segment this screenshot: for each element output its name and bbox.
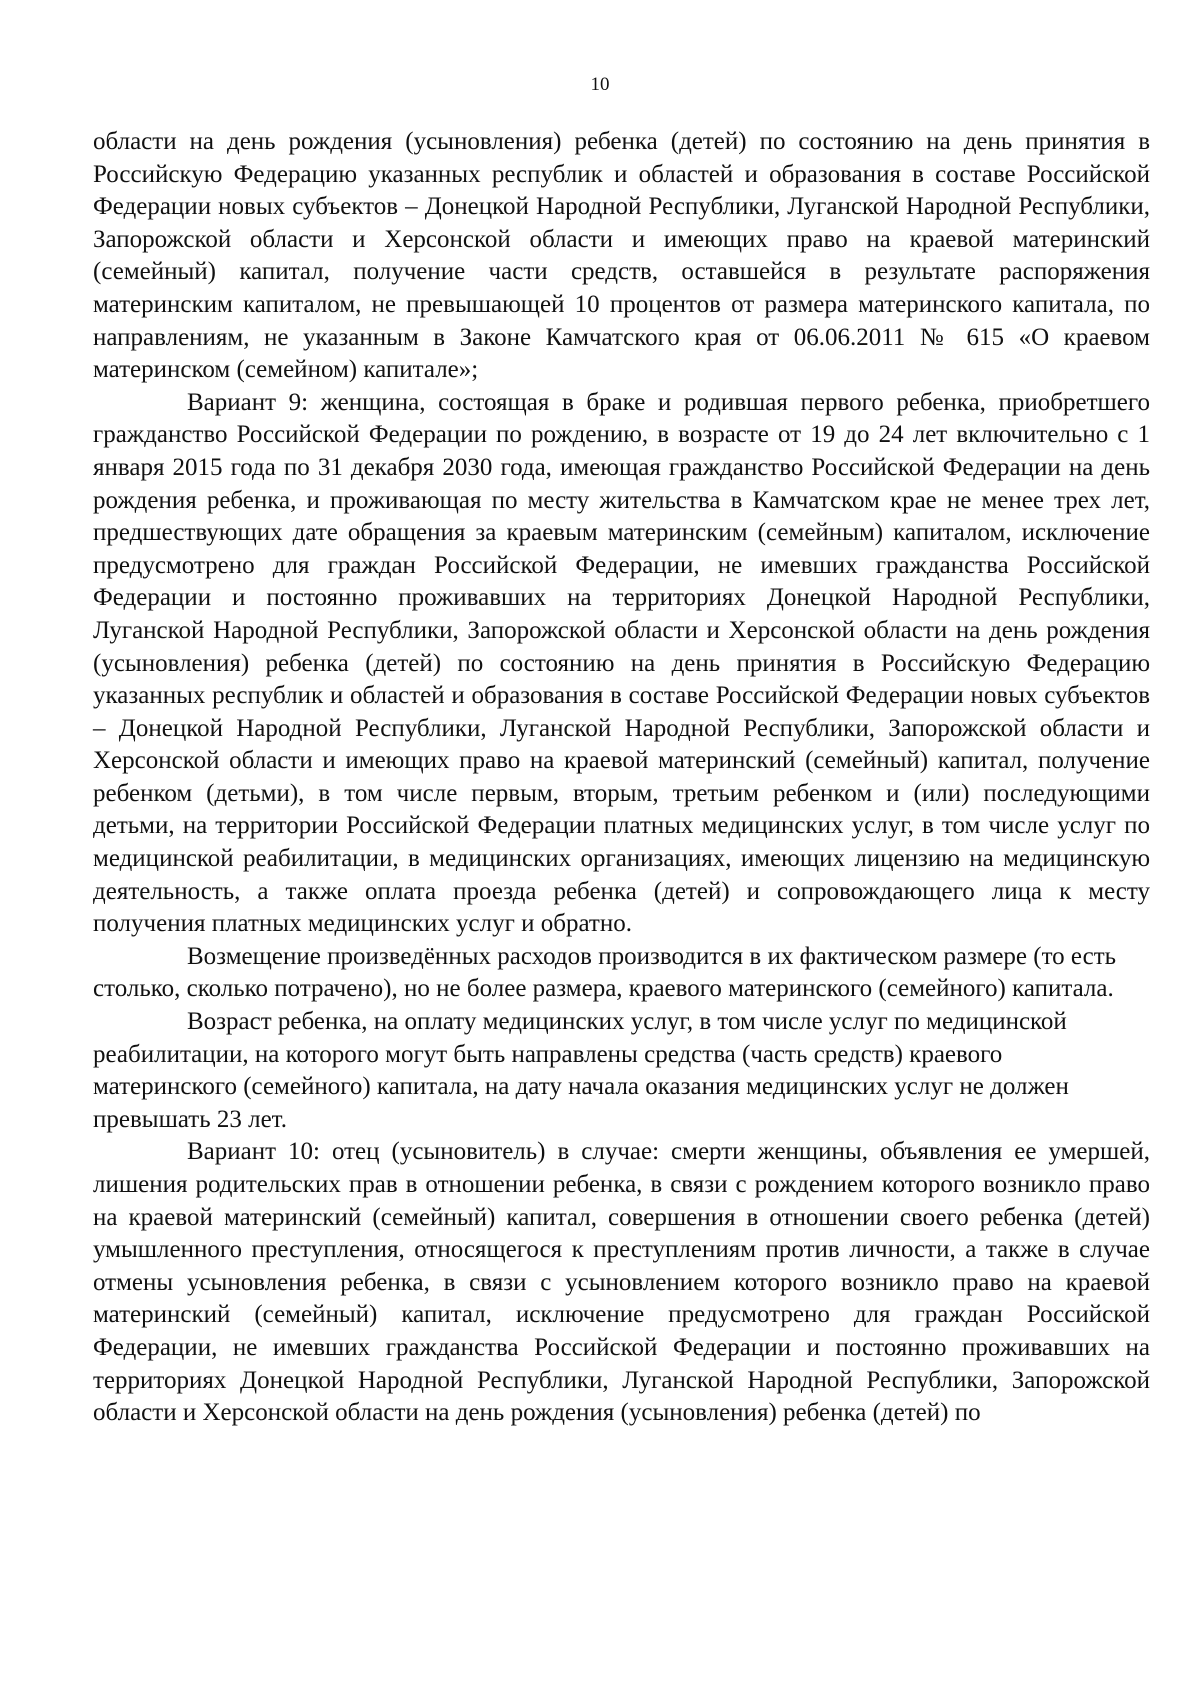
paragraph-continuation: области на день рождения (усыновления) ребенка (детей) по состоянию на день принятия в Российскую Федерацию указанных республик и областей и образования в составе Российской Федерации новых субъектов – Донецкой Народной Республики, Луганской Народной Республики, Запорожской области и Херсонской области и имеющих право на краевой материнский (семейный) капитал, получение части средств, оставшейся в результате распоряжения материнским капиталом, не превышающей 10 процентов от размера материнского капитала, по направлениям, не указанным в Законе Камчатского края от 06.06.2011 № 615 «О краевом материнском (семейном) капитале»;	[93, 128, 1150, 384]
page-number: 10	[590, 74, 610, 95]
paragraph-variant-9: Вариант 9: женщина, состоящая в браке и родившая первого ребенка, приобретшего гражданство Российской Федерации по рождению, в возрасте от 19 до 24 лет включительно с 1 января 2015 года по 31 декабря 2030 года, имеющая гражданство Российской Федерации на день рождения ребенка, и проживающая по месту жительства в Камчатском крае не менее трех лет, предшествующих дате обращения за краевым материнским (семейным) капиталом, исключение предусмотрено для граждан Российской Федерации, не имевших гражданства Российской Федерации и постоянно проживавших на территориях Донецкой Народной Республики, Луганской Народной Республики, Запорожской области и Херсонской области на день рождения (усыновления) ребенка (детей) по состоянию на день принятия в Российскую Федерацию указанных республик и областей и образования в составе Российской Федерации новых субъектов – Донецкой Народной Республики, Луганской Народной Республики, Запорожской области и Херсонской области и имеющих право на краевой материнский (семейный) капитал, получение ребенком (детьми), в том числе первым, вторым, третьим ребенком и (или) последующими детьми, на территории Российской Федерации платных медицинских услуг, в том числе услуг по медицинской реабилитации, в медицинских организациях, имеющих лицензию на медицинскую деятельность, а также оплата проезда ребенка (детей) и сопровождающего лица к месту получения платных медицинских услуг и обратно.	[93, 388, 1150, 938]
paragraph-reimbursement: Возмещение произведённых расходов производится в их фактическом размере (то есть столько, сколько потрачено), но не более размера, краевого материнского (семейного) капитала.	[93, 942, 1117, 1003]
document-body	[93, 126, 1150, 1430]
paragraph-variant-10: Вариант 10: отец (усыновитель) в случае: смерти женщины, объявления ее умершей, лишения родительских прав в отношении ребенка, в связи с рождением которого возникло право на краевой материнский (семейный) капитал, совершения в отношении своего ребенка (детей) умышленного преступления, относящегося к преступлениям против личности, а также в случае отмены усыновления ребенка, в связи с усыновлением которого возникло право на краевой материнский (семейный) капитал, исключение предусмотрено для граждан Российской Федерации, не имевших гражданства Российской Федерации и постоянно проживавших на территориях Донецкой Народной Республики, Луганской Народной Республики, Запорожской области и Херсонской области на день рождения (усыновления) ребенка (детей) по	[93, 1138, 1150, 1427]
paragraph-child-age: Возраст ребенка, на оплату медицинских услуг, в том числе услуг по медицинской реабилитации, на которого могут быть направлены средства (часть средств) краевого материнского (семейного) капитала, на дату начала оказания медицинских услуг не должен превышать 23 лет.	[93, 1008, 1069, 1133]
